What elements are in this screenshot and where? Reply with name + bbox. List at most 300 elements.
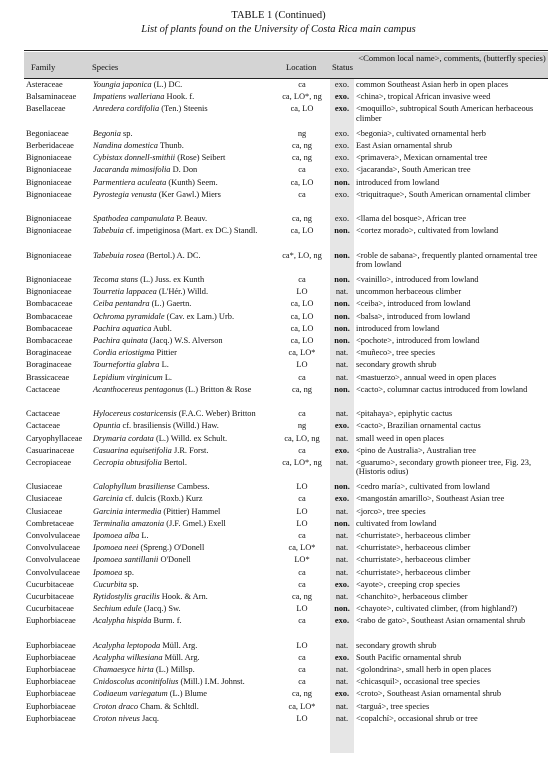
cell-status: nat.: [335, 360, 349, 370]
table-row: [24, 348, 548, 360]
cell-comment: <golondrina>, small herb in open places: [356, 665, 492, 675]
species-name: Lepidium virginicum: [93, 372, 163, 382]
cell-location: ca: [298, 372, 306, 382]
cell-comment: common Southeast Asian herb in open places: [356, 80, 509, 89]
species-name: Ipomoea: [93, 567, 123, 577]
species-name: Cnidoscolus aconitifolius: [93, 677, 179, 687]
cell-comment: <cedro maría>, cultivated from lowland: [356, 482, 490, 492]
cell-location: ng: [297, 128, 307, 138]
cell-location: ca: [298, 579, 306, 589]
table-row: [24, 519, 548, 531]
cell-location: ca, LO*: [288, 701, 316, 711]
species-author: Pittier: [156, 348, 177, 358]
table-body: [24, 80, 548, 726]
cell-comment: <jorco>, tree species: [356, 506, 426, 516]
species-author: Aubl.: [153, 323, 172, 333]
table-row: [24, 677, 548, 689]
species-name: Croton niveus: [93, 713, 140, 723]
cell-location: ca: [298, 189, 306, 199]
cell-comment: <pitahaya>, epiphytic cactus: [356, 409, 453, 419]
cell-comment: <churristate>, herbaceous climber: [356, 531, 471, 541]
cell-comment: <churristate>, herbaceous climber: [356, 555, 471, 565]
cell-comment: secondary growth shrub: [356, 640, 437, 650]
cell-species: [93, 434, 287, 444]
cell-status: exo.: [334, 445, 350, 455]
cell-location: ca: [298, 165, 306, 175]
table-row: [24, 507, 548, 519]
cell-status: exo.: [334, 104, 350, 114]
cell-comment: <croto>, Southeast Asian ornamental shrub: [356, 689, 502, 699]
species-name: Acalypha wilkesiana: [93, 652, 163, 662]
table-row: [24, 421, 548, 433]
cell-location: ng: [297, 421, 307, 431]
cell-comment: <pochote>, introduced from lowland: [356, 336, 480, 345]
cell-location: ca, LO: [290, 104, 314, 114]
cell-species: [93, 324, 287, 334]
species-name: Spathodea campanulata: [93, 214, 175, 224]
species-author: (L.) Juss. ex Kunth: [140, 275, 205, 285]
cell-comment: <primavera>, Mexican ornamental tree: [356, 153, 488, 163]
cell-location: ca, ng: [292, 214, 312, 224]
cell-status: exo.: [334, 92, 350, 102]
cell-status: nat.: [335, 701, 349, 711]
species-author: (Jacq.) Sw.: [143, 604, 181, 614]
cell-family: Bignoniaceae: [26, 287, 72, 297]
species-author: O'Donell: [160, 555, 191, 565]
cell-species: [93, 165, 287, 175]
cell-family: Combretaceae: [26, 518, 74, 528]
cell-family: Convolvulaceae: [26, 543, 80, 553]
table-row: [24, 275, 548, 287]
cell-species: [93, 616, 287, 626]
species-author: Cambess.: [177, 482, 210, 492]
table-row: [24, 714, 548, 726]
table-row: [24, 214, 548, 226]
cell-comment: <muñeco>, tree species: [356, 348, 435, 358]
table-row: [24, 458, 548, 482]
cell-status: nat.: [335, 409, 349, 419]
cell-comment: cultivated from lowland: [356, 518, 437, 528]
cell-status: non.: [334, 323, 350, 333]
cell-comment: <china>, tropical African invasive weed: [356, 92, 491, 102]
cell-status: nat.: [335, 372, 349, 382]
cell-location: LO: [296, 604, 308, 614]
cell-family: Clusiaceae: [26, 506, 63, 516]
cell-comment: <churristate>, herbaceous climber: [356, 543, 471, 553]
cell-status: non.: [334, 311, 350, 321]
cell-species: [93, 580, 287, 590]
species-name: Parmentiera aculeata: [93, 177, 167, 187]
cell-location: ca, LO: [290, 323, 314, 333]
species-name: Garcinia intermedia: [93, 506, 162, 516]
table-row: [24, 336, 548, 348]
cell-location: ca: [298, 677, 306, 687]
cell-location: ca: [298, 275, 306, 285]
cell-location: ca, LO: [290, 299, 314, 309]
cell-status: nat.: [335, 665, 349, 675]
species-author: cf. dulcis (Roxb.) Kurz: [125, 494, 203, 504]
cell-location: ca, LO, ng: [284, 433, 320, 443]
cell-family: Bombacaceae: [26, 311, 73, 321]
table-row: [24, 92, 548, 104]
cell-location: ca, LO*, ng: [282, 92, 322, 102]
cell-comment: <vainillo>, introduced from lowland: [356, 275, 479, 285]
cell-status: nat.: [335, 567, 349, 577]
table-row: [24, 141, 548, 153]
cell-species: [93, 312, 287, 322]
cell-comment: East Asian ornamental shrub: [356, 140, 453, 150]
cell-comment: <guarumo>, secondary growth pioneer tree, Fig. 23, (Historis odius): [356, 457, 532, 477]
species-name: Ceiba pentandra: [93, 299, 150, 309]
cell-species: [93, 251, 287, 261]
cell-location: LO: [296, 713, 308, 723]
cell-family: Asteraceae: [26, 80, 63, 89]
species-name: Opuntia: [93, 421, 121, 431]
cell-status: nat.: [335, 713, 349, 723]
cell-status: nat.: [335, 531, 349, 541]
cell-status: non.: [334, 518, 350, 528]
species-name: Tecoma stans: [93, 275, 139, 285]
cell-location: ca, ng: [292, 689, 312, 699]
species-name: Tournefortia glabra: [93, 360, 160, 370]
cell-comment: introduced from lowland: [356, 323, 440, 333]
table-row: [24, 373, 548, 385]
cell-status: exo.: [334, 140, 350, 150]
table-row: [24, 689, 548, 701]
cell-species: [93, 153, 287, 163]
cell-family: Euphorbiaceae: [26, 665, 76, 675]
cell-location: ca: [298, 652, 306, 662]
table-row: [24, 165, 548, 177]
cell-family: Bignoniaceae: [26, 226, 72, 236]
table-row: [24, 446, 548, 458]
cell-status: non.: [334, 275, 350, 285]
cell-family: Euphorbiaceae: [26, 677, 76, 687]
species-name: Acanthocereus pentagonus: [93, 384, 184, 394]
cell-species: [93, 360, 287, 370]
cell-species: [93, 519, 287, 529]
species-name: Casuarina equisetifolia: [93, 445, 172, 455]
table-title: TABLE 1 (Continued): [231, 10, 326, 21]
cell-comment: <begonia>, cultivated ornamental herb: [356, 128, 486, 138]
species-author: Jacq.: [142, 713, 159, 723]
cell-status: exo.: [334, 494, 350, 504]
table-row: [24, 434, 548, 446]
cell-status: nat.: [335, 433, 349, 443]
cell-comment: <cacto>, columnar cactus introduced from lowland: [356, 384, 528, 394]
cell-species: [93, 653, 287, 663]
cell-family: Euphorbiaceae: [26, 640, 76, 650]
cell-location: ca, ng: [292, 591, 312, 601]
cell-comment: <targuá>, tree species: [356, 701, 430, 711]
species-name: Drymaria cordata: [93, 433, 154, 443]
species-author: (L.) Britton & Rose: [185, 384, 252, 394]
species-name: Pyrostegia venusta: [93, 189, 157, 199]
cell-comment: <rabo de gato>, Southeast Asian ornamental shrub: [356, 616, 526, 626]
header-species: Species: [92, 62, 119, 72]
species-name: Tourretia lappacea: [93, 287, 157, 297]
species-name: Codiaeum variegatum: [93, 689, 168, 699]
cell-comment: <moquillo>, subtropical South American herbaceous climber: [356, 104, 534, 123]
cell-location: ca: [298, 616, 306, 626]
cell-status: nat.: [335, 640, 349, 650]
cell-location: ca: [298, 567, 306, 577]
table-row: [24, 360, 548, 372]
cell-family: Bombacaceae: [26, 323, 73, 333]
cell-comment: <triquitraque>, South American ornamental climber: [356, 189, 531, 199]
cell-comment: uncommon herbaceous climber: [356, 287, 462, 297]
species-author: (Pittier) Hammel: [163, 506, 221, 516]
cell-family: Bignoniaceae: [26, 189, 72, 199]
cell-location: ca, LO*: [288, 543, 316, 553]
header-status: Status: [332, 62, 354, 72]
cell-location: LO: [296, 518, 308, 528]
species-author: (Mill.) I.M. Johnst.: [180, 677, 245, 687]
species-author: J.R. Forst.: [173, 445, 209, 455]
cell-family: Convolvulaceae: [26, 531, 80, 541]
cell-comment: <copalchí>, occasional shrub or tree: [356, 713, 478, 723]
table-row: [24, 555, 548, 567]
table-row: [24, 104, 548, 128]
cell-location: LO: [296, 506, 308, 516]
cell-comment: <llama del bosque>, African tree: [356, 214, 467, 224]
cell-status: nat.: [335, 555, 349, 565]
species-author: L.: [161, 360, 169, 370]
cell-location: ca: [298, 665, 306, 675]
species-name: Chamaesyce hirta: [93, 665, 154, 675]
header-location: Location: [286, 62, 317, 72]
cell-family: Euphorbiaceae: [26, 652, 76, 662]
cell-family: Bignoniaceae: [26, 177, 72, 187]
species-author: (L.) Willd. ex Schult.: [155, 433, 228, 443]
cell-family: Boraginaceae: [26, 360, 72, 370]
species-name: Calophyllum brasiliense: [93, 482, 176, 492]
cell-species: [93, 458, 287, 468]
species-name: Acalypha hispida: [93, 616, 152, 626]
species-name: Nandina domestica: [93, 140, 158, 150]
cell-comment: <ceiba>, introduced from lowland: [356, 299, 471, 309]
table-row: [24, 153, 548, 165]
cell-species: [93, 702, 287, 712]
species-name: Youngia japonica: [93, 80, 152, 89]
cell-species: [93, 190, 287, 200]
species-author: (Ker Gawl.) Miers: [158, 189, 221, 199]
cell-location: ca: [298, 409, 306, 419]
species-name: Begonia: [93, 128, 121, 138]
header-comments: <Common local name>, comments, (butterfly species): [358, 53, 546, 63]
cell-status: non.: [334, 482, 350, 492]
species-author: (Ten.) Steenis: [161, 104, 208, 114]
species-name: Pachira quinata: [93, 336, 148, 345]
cell-comment: small weed in open places: [356, 433, 444, 443]
cell-status: nat.: [335, 348, 349, 358]
cell-status: exo.: [334, 689, 350, 699]
table-row: [24, 226, 548, 250]
cell-family: Cactaceae: [26, 409, 60, 419]
cell-species: [93, 299, 287, 309]
cell-status: exo.: [334, 153, 350, 163]
species-name: Anredera cordifolia: [93, 104, 160, 114]
cell-species: [93, 141, 287, 151]
cell-species: [93, 507, 287, 517]
table-row: [24, 543, 548, 555]
table-row: [24, 653, 548, 665]
cell-status: nat.: [335, 591, 349, 601]
cell-family: Bignoniaceae: [26, 250, 72, 260]
cell-comment: <cortez morado>, cultivated from lowland: [356, 226, 499, 236]
species-author: (Spreng.) O'Donell: [140, 543, 205, 553]
species-name: Hylocereus costaricensis: [93, 409, 177, 419]
species-author: (Cav. ex Lam.) Urb.: [166, 311, 235, 321]
species-author: sp.: [123, 128, 133, 138]
cell-family: Euphorbiaceae: [26, 713, 76, 723]
species-name: Jacaranda mimosifolia: [93, 165, 171, 175]
species-author: cf. impetiginosa (Mart. ex DC.) Standl.: [125, 226, 258, 236]
cell-species: [93, 555, 287, 565]
cell-comment: South Pacific ornamental shrub: [356, 652, 462, 662]
cell-status: non.: [334, 177, 350, 187]
table-row: [24, 287, 548, 299]
table-row: [24, 531, 548, 543]
species-author: (Jacq.) W.S. Alverson: [149, 336, 223, 345]
species-author: Bertol.: [163, 457, 187, 467]
cell-status: exo.: [334, 80, 350, 89]
species-name: Ipomoea alba: [93, 531, 140, 541]
species-author: Burm. f.: [153, 616, 182, 626]
cell-species: [93, 336, 287, 346]
species-author: Hook. f.: [166, 92, 195, 102]
cell-comment: <balsa>, introduced from lowland: [356, 311, 471, 321]
table-row: [24, 129, 548, 141]
header-rule: [24, 78, 548, 79]
cell-status: exo.: [334, 214, 350, 224]
species-author: D. Don: [172, 165, 198, 175]
cell-family: Cactaceae: [26, 421, 60, 431]
cell-species: [93, 385, 287, 395]
species-author: sp.: [129, 579, 139, 589]
cell-family: Bombacaceae: [26, 336, 73, 345]
species-author: (L'Hér.) Willd.: [158, 287, 209, 297]
cell-species: [93, 677, 287, 687]
cell-status: non.: [334, 299, 350, 309]
cell-comment: introduced from lowland: [356, 177, 440, 187]
cell-species: [93, 373, 287, 383]
cell-family: Convolvulaceae: [26, 567, 80, 577]
cell-species: [93, 689, 287, 699]
table-header: [24, 52, 548, 78]
cell-location: ca, ng: [292, 140, 312, 150]
cell-location: LO: [296, 640, 308, 650]
species-name: Terminalia amazonia: [93, 518, 165, 528]
table-row: [24, 409, 548, 421]
cell-species: [93, 287, 287, 297]
species-author: (L.) Blume: [169, 689, 207, 699]
cell-species: [93, 80, 287, 90]
cell-family: Bignoniaceae: [26, 153, 72, 163]
table-row: [24, 299, 548, 311]
cell-status: nat.: [335, 543, 349, 553]
species-author: (Bertol.) A. DC.: [146, 250, 201, 260]
cell-family: Casuarinaceae: [26, 445, 75, 455]
cell-location: ca, LO: [290, 226, 314, 236]
cell-comment: <chayote>, cultivated climber, (from highland?): [356, 604, 518, 614]
cell-comment: <cacto>, Brazilian ornamental cactus: [356, 421, 481, 431]
cell-status: exo.: [334, 165, 350, 175]
cell-location: ca, ng: [292, 384, 312, 394]
table-row: [24, 251, 548, 275]
species-name: Impatiens walleriana: [93, 92, 165, 102]
cell-comment: <ayote>, creeping crop species: [356, 579, 460, 589]
species-name: Ochroma pyramidale: [93, 311, 165, 321]
table-row: [24, 312, 548, 324]
species-name: Acalypha leptopoda: [93, 640, 161, 650]
cell-species: [93, 129, 287, 139]
table-row: [24, 665, 548, 677]
cell-location: ca: [298, 494, 306, 504]
cell-location: ca: [298, 531, 306, 541]
cell-location: LO*: [294, 555, 310, 565]
cell-location: LO: [296, 287, 308, 297]
cell-species: [93, 214, 287, 224]
cell-comment: <mastuerzo>, annual weed in open places: [356, 372, 497, 382]
cell-family: Euphorbiaceae: [26, 616, 76, 626]
species-name: Rytidostylis gracilis: [93, 591, 160, 601]
cell-location: ca: [298, 445, 306, 455]
species-author: (Kunth) Seem.: [168, 177, 218, 187]
cell-species: [93, 641, 287, 651]
cell-family: Cucurbitaceae: [26, 591, 74, 601]
cell-species: [93, 665, 287, 675]
cell-status: non.: [334, 250, 350, 260]
species-name: Ipomoea santillanii: [93, 555, 159, 565]
cell-location: ca, LO*: [288, 348, 316, 358]
cell-status: nat.: [335, 506, 349, 516]
cell-species: [93, 592, 287, 602]
species-author: L.: [141, 531, 149, 541]
table-row: [24, 178, 548, 190]
cell-status: nat.: [335, 457, 349, 467]
cell-status: exo.: [334, 189, 350, 199]
cell-family: Bombacaceae: [26, 299, 73, 309]
species-author: Cham. & Schltdl.: [140, 701, 199, 711]
cell-species: [93, 543, 287, 553]
cell-location: LO: [296, 360, 308, 370]
cell-family: Basellaceae: [26, 104, 66, 114]
cell-comment: <roble de sabana>, frequently planted ornamental tree from lowland: [356, 250, 538, 270]
species-author: (F.A.C. Weber) Britton: [178, 409, 256, 419]
table-row: [24, 324, 548, 336]
cell-species: [93, 446, 287, 456]
cell-comment: <chicasquil>, occasional tree species: [356, 677, 480, 687]
table-row: [24, 592, 548, 604]
cell-comment: <chanchito>, herbaceous climber: [356, 591, 468, 601]
species-name: Cucurbita: [93, 579, 127, 589]
cell-species: [93, 421, 287, 431]
cell-comment: secondary growth shrub: [356, 360, 437, 370]
species-name: Tabebuia: [93, 226, 124, 236]
cell-species: [93, 494, 287, 504]
cell-status: non.: [334, 604, 350, 614]
cell-species: [93, 714, 287, 724]
cell-location: ca, LO: [290, 336, 314, 345]
table-row: [24, 190, 548, 214]
species-name: Tabebuia rosea: [93, 250, 145, 260]
species-author: Müll. Arg.: [164, 652, 200, 662]
species-author: (L.) Gaertn.: [151, 299, 192, 309]
cell-family: Bignoniaceae: [26, 214, 72, 224]
cell-comment: <churristate>, herbaceous climber: [356, 567, 471, 577]
cell-species: [93, 104, 287, 114]
